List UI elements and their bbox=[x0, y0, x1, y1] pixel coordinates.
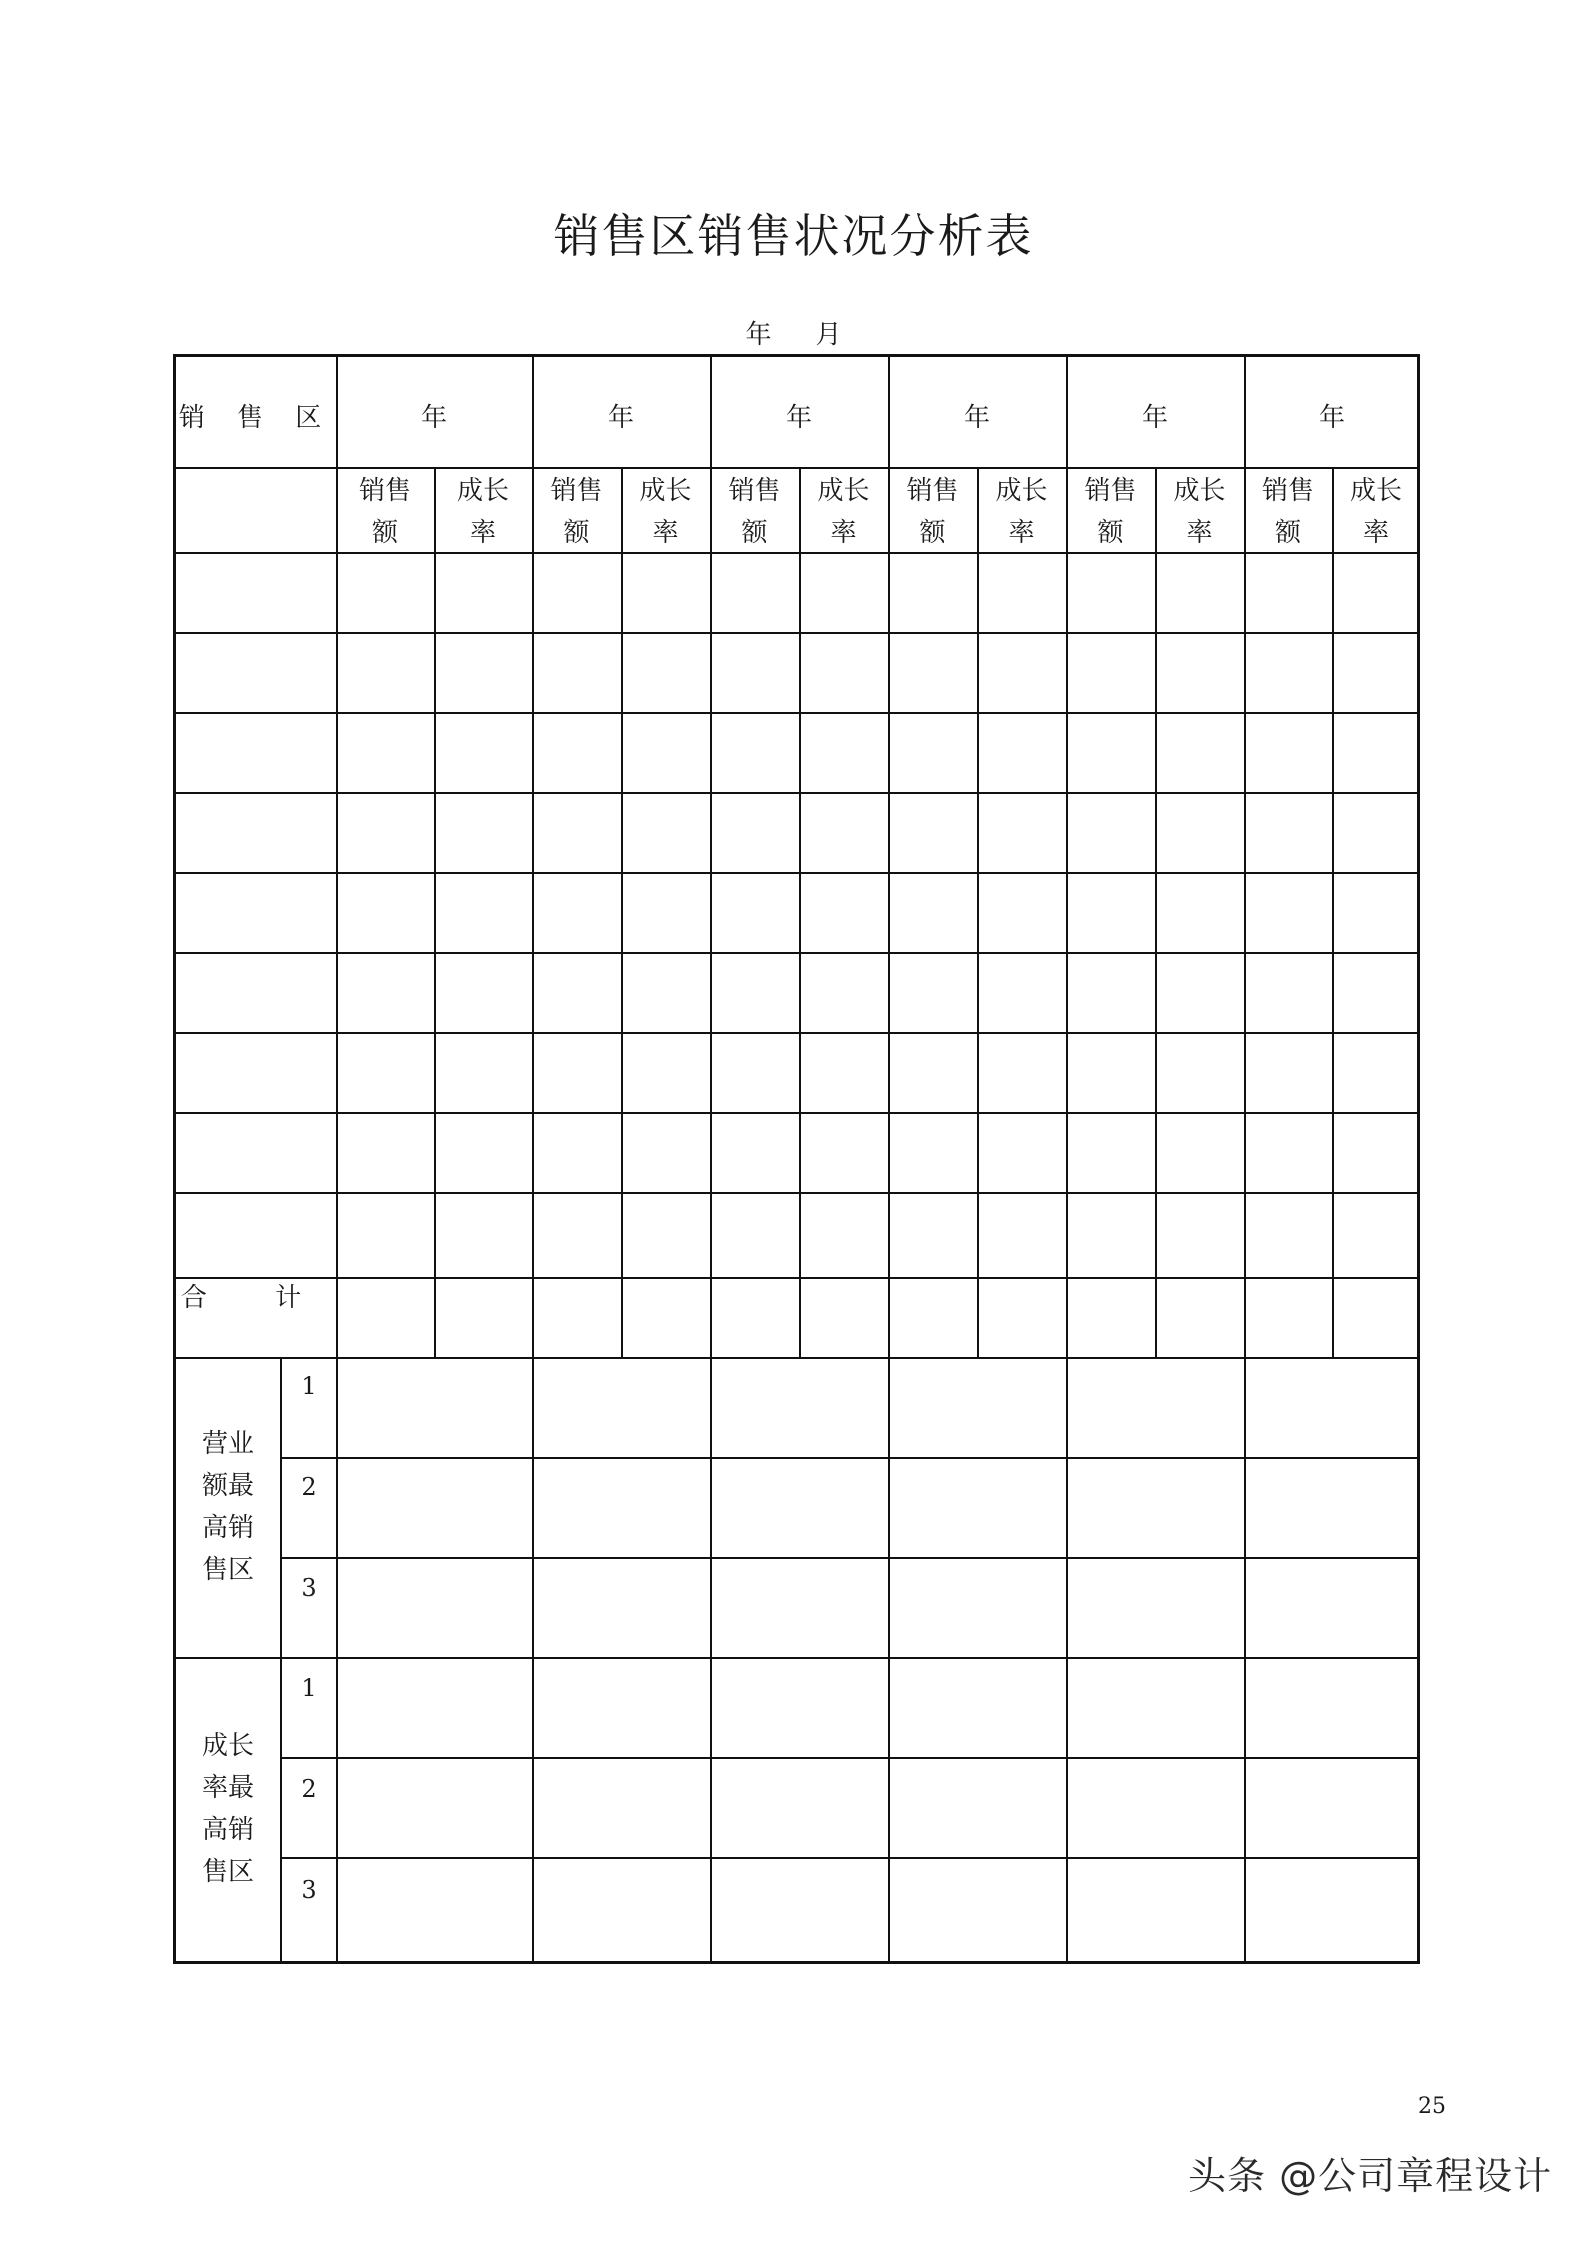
grid-line bbox=[176, 467, 1417, 469]
year-header-5: 年 bbox=[1141, 403, 1168, 433]
grid-line bbox=[280, 1557, 1417, 1559]
grid-line bbox=[710, 357, 712, 1961]
grid-line bbox=[176, 632, 1417, 634]
grid-line bbox=[977, 467, 979, 1357]
grid-line bbox=[176, 712, 1417, 714]
sub-header-sales-2: 销售 额 bbox=[550, 476, 603, 548]
sub-header-sales-3: 销售 额 bbox=[728, 476, 781, 548]
rank-number: 3 bbox=[301, 1876, 317, 1904]
grid-line bbox=[176, 1357, 1417, 1359]
rank-number: 3 bbox=[301, 1574, 317, 1602]
grid-line bbox=[176, 1032, 1417, 1034]
page-number: 25 bbox=[1418, 2094, 1446, 2119]
sub-header-growth-3: 成长 率 bbox=[817, 476, 870, 548]
grid-line bbox=[280, 1357, 282, 1961]
sales-analysis-table bbox=[173, 354, 1420, 1964]
grid-line bbox=[176, 1112, 1417, 1114]
sub-header-growth-4: 成长 率 bbox=[995, 476, 1048, 548]
total-label: 合 计 bbox=[180, 1283, 332, 1313]
grid-line bbox=[799, 467, 801, 1357]
date-line bbox=[0, 314, 1587, 351]
grid-line bbox=[1066, 357, 1068, 1961]
grid-line bbox=[621, 467, 623, 1357]
highest-growth-region-label: 成长 率最 高销 售区 bbox=[201, 1731, 254, 1887]
highest-revenue-region-label: 营业 额最 高销 售区 bbox=[201, 1429, 254, 1585]
grid-line bbox=[434, 467, 436, 1357]
grid-line bbox=[1155, 467, 1157, 1357]
sub-header-growth-1: 成长 率 bbox=[456, 476, 509, 548]
grid-line bbox=[176, 1192, 1417, 1194]
rank-number: 1 bbox=[301, 1674, 317, 1702]
grid-line bbox=[176, 552, 1417, 554]
grid-line bbox=[888, 357, 890, 1961]
sub-header-sales-6: 销售 额 bbox=[1261, 476, 1314, 548]
grid-line bbox=[532, 357, 534, 1961]
sub-header-sales-1: 销售 额 bbox=[358, 476, 411, 548]
grid-line bbox=[280, 1757, 1417, 1759]
date-month-label: 月 bbox=[815, 320, 842, 350]
grid-line bbox=[280, 1857, 1417, 1859]
page-title: 销售区销售状况分析表 bbox=[553, 209, 1034, 263]
grid-line bbox=[1332, 467, 1334, 1357]
rank-number: 2 bbox=[301, 1473, 317, 1501]
grid-line bbox=[176, 872, 1417, 874]
year-header-4: 年 bbox=[963, 403, 990, 433]
sub-header-growth-5: 成长 率 bbox=[1173, 476, 1226, 548]
grid-line bbox=[336, 357, 338, 1961]
rank-number: 1 bbox=[301, 1372, 317, 1400]
sub-header-growth-2: 成长 率 bbox=[639, 476, 692, 548]
grid-line bbox=[176, 952, 1417, 954]
year-header-6: 年 bbox=[1318, 403, 1345, 433]
year-header-2: 年 bbox=[607, 403, 634, 433]
grid-line bbox=[280, 1457, 1417, 1459]
sub-header-growth-6: 成长 率 bbox=[1349, 476, 1402, 548]
grid-line bbox=[176, 1277, 1417, 1279]
year-header-1: 年 bbox=[420, 403, 447, 433]
year-header-3: 年 bbox=[785, 403, 812, 433]
sub-header-sales-4: 销售 额 bbox=[906, 476, 959, 548]
region-header: 销 售 区 bbox=[178, 403, 334, 433]
watermark: 头条 @公司章程设计 bbox=[1188, 2154, 1553, 2198]
grid-line bbox=[1244, 357, 1246, 1961]
grid-line bbox=[176, 1657, 1417, 1659]
date-year-label: 年 bbox=[745, 320, 772, 350]
rank-number: 2 bbox=[301, 1775, 317, 1803]
sub-header-sales-5: 销售 额 bbox=[1084, 476, 1137, 548]
grid-line bbox=[176, 792, 1417, 794]
